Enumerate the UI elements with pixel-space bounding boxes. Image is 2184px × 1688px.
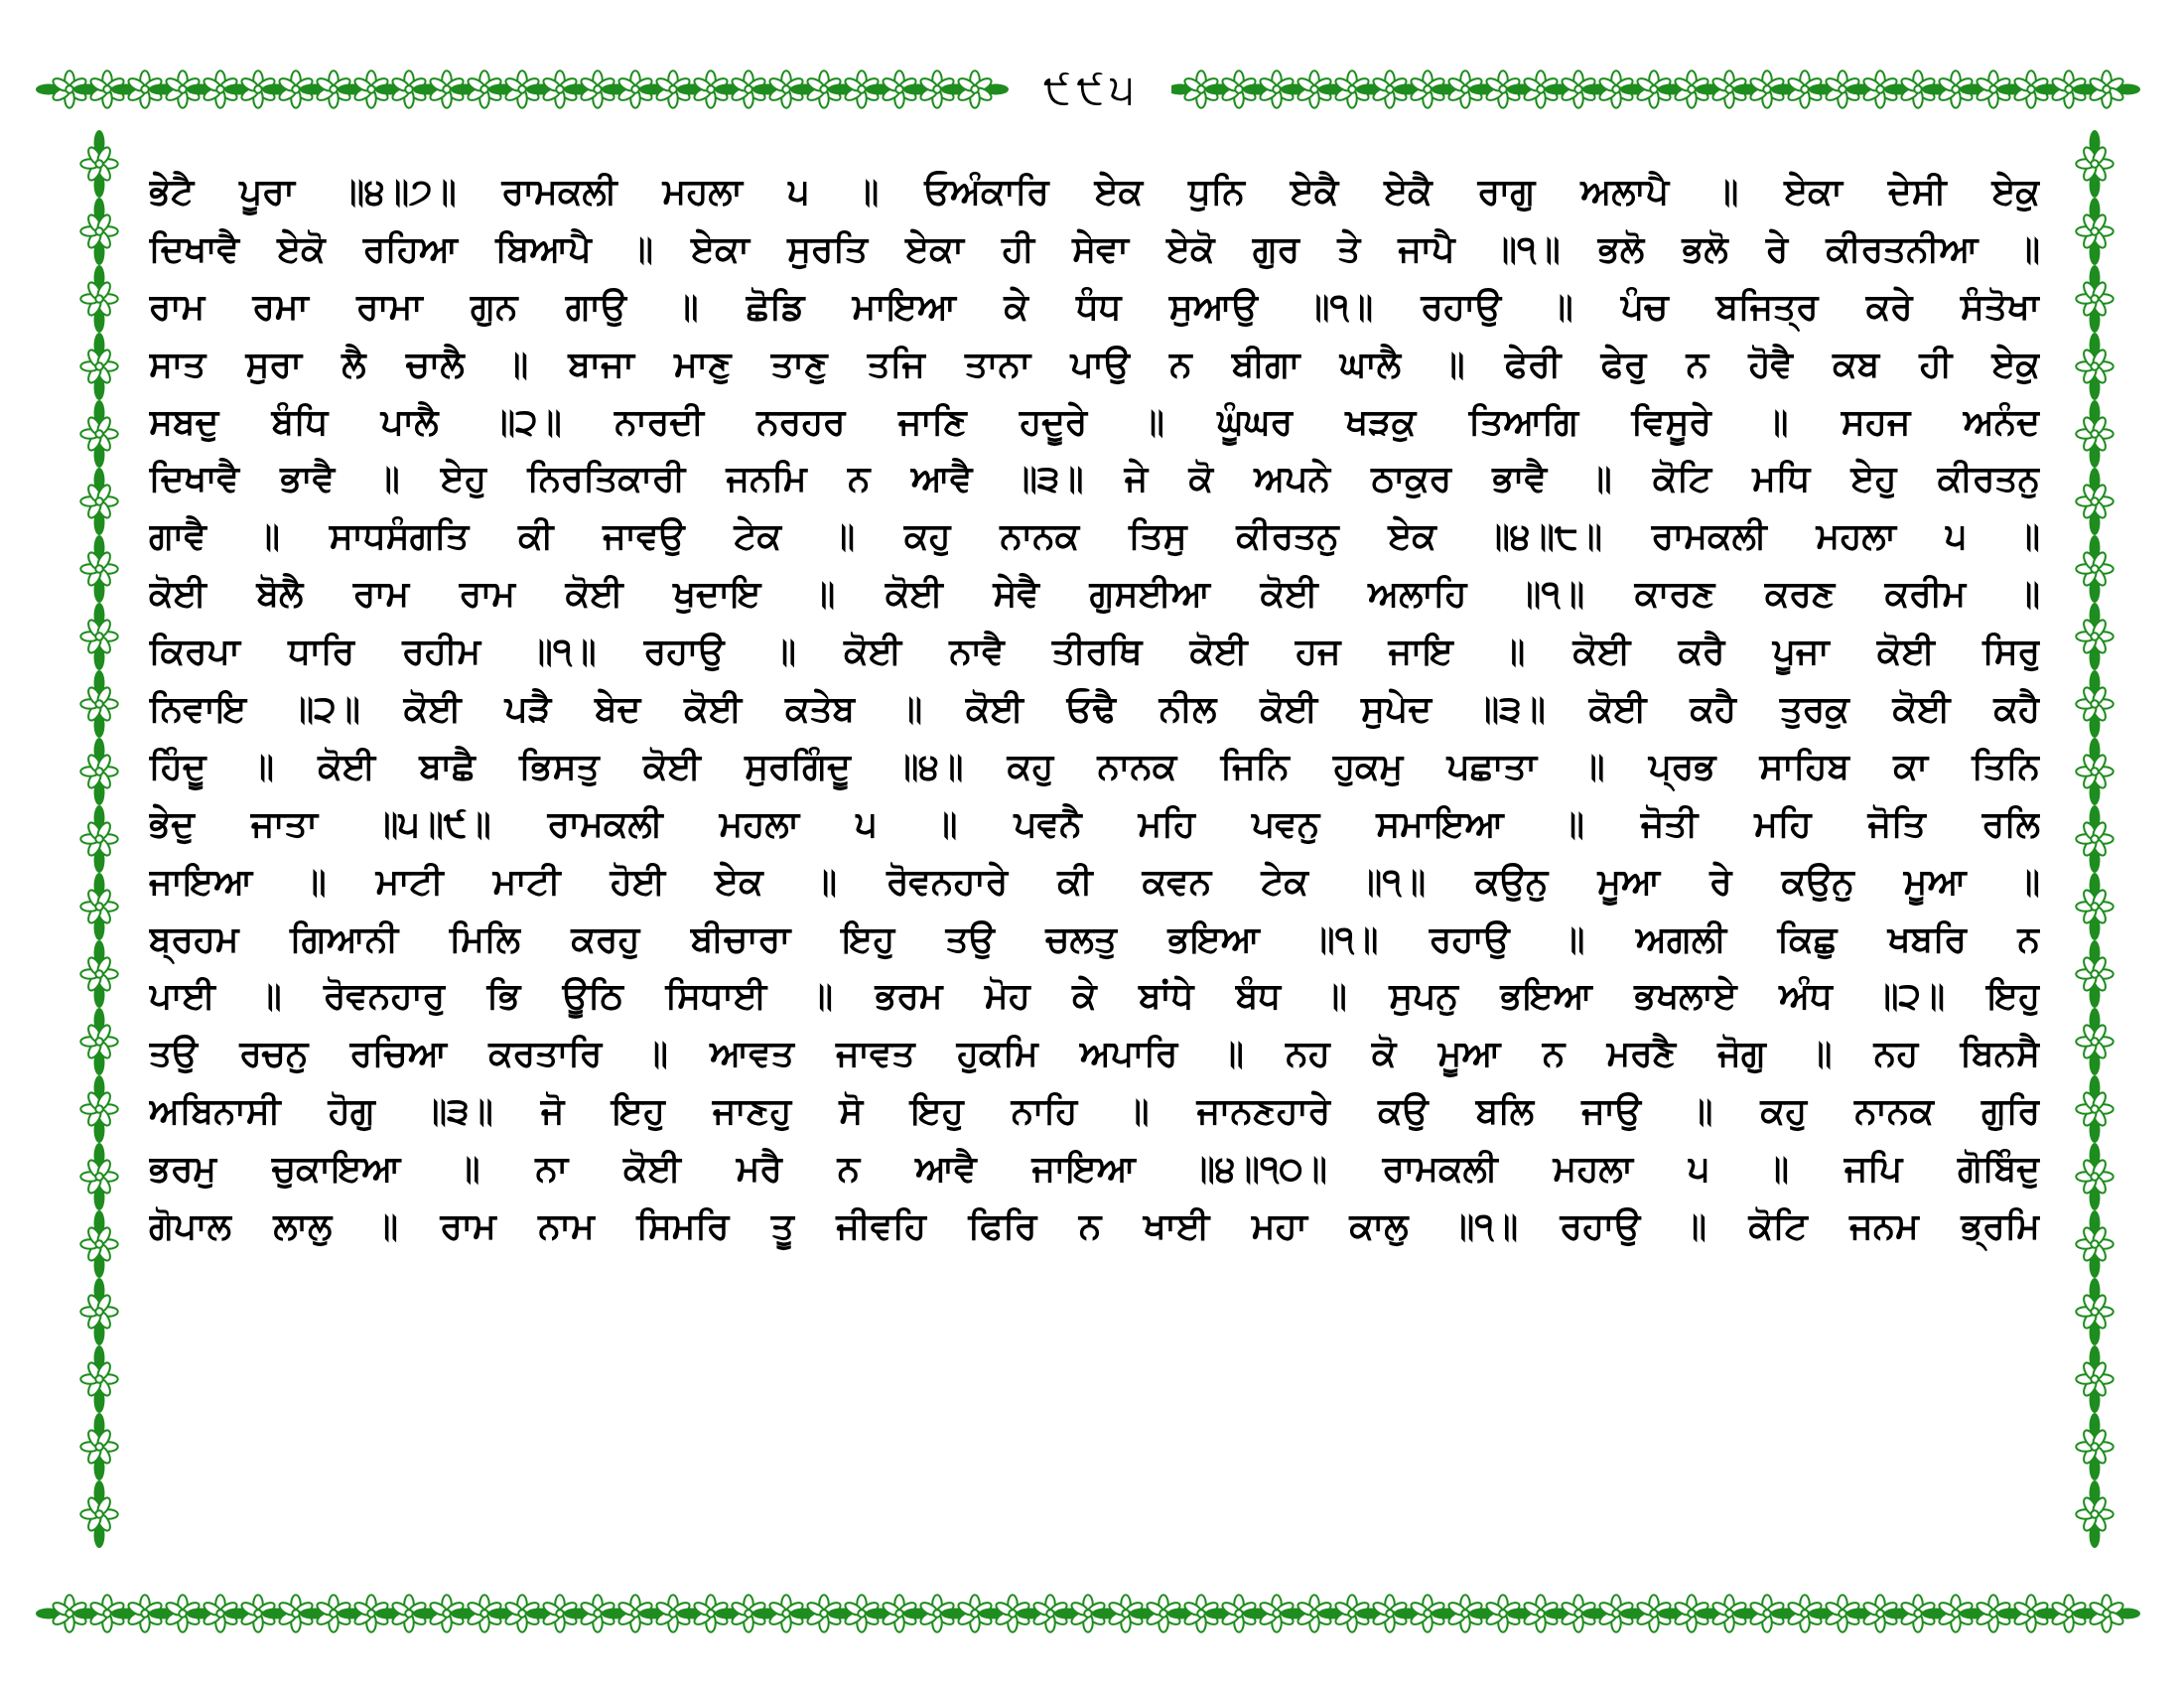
text-line: ਦਿਖਾਵੈ ਭਾਵੈ ॥ ਏਹੁ ਨਿਰਤਿਕਾਰੀ ਜਨਮਿ ਨ ਆਵੈ ॥੩॥ ਜੇ ਕੋ ਅਪਨੇ ਠਾਕੁਰ ਭਾਵੈ ॥ ਕੋਟਿ ਮਧਿ ਏਹੁ ਕੀਰਤਨੁ (149, 459, 2040, 500)
text-line: ਤਉ ਰਚਨੁ ਰਚਿਆ ਕਰਤਾਰਿ ॥ ਆਵਤ ਜਾਵਤ ਹੁਕਮਿ ਅਪਾਰਿ ॥ ਨਹ ਕੋ ਮੂਆ ਨ ਮਰਣੈ ਜੋਗੁ ॥ ਨਹ ਬਿਨਸੈ (149, 1034, 2040, 1075)
text-line: ਕਿਰਪਾ ਧਾਰਿ ਰਹੀਮ ॥੧॥ ਰਹਾਉ ॥ ਕੋਈ ਨਾਵੈ ਤੀਰਥਿ ਕੋਈ ਹਜ ਜਾਇ ॥ ਕੋਈ ਕਰੈ ਪੂਜਾ ਕੋਈ ਸਿਰੁ (149, 632, 2040, 673)
text-line: ਗੋਪਾਲ ਲਾਲੁ ॥ ਰਾਮ ਨਾਮ ਸਿਮਰਿ ਤੂ ਜੀਵਹਿ ਫਿਰਿ ਨ ਖਾਈ ਮਹਾ ਕਾਲੁ ॥੧॥ ਰਹਾਉ ॥ ਕੋਟਿ ਜਨਮ ਭ੍ਰਮਿ (149, 1206, 2040, 1248)
border-flower-icon (2076, 940, 2113, 1008)
border-flower-icon (2076, 670, 2113, 738)
text-line: ਅਬਿਨਾਸੀ ਹੋਗੁ ॥੩॥ ਜੋ ਇਹੁ ਜਾਣਹੁ ਸੋ ਇਹੁ ਨਾਹਿ ॥ ਜਾਨਣਹਾਰੇ ਕਉ ਬਲਿ ਜਾਉ ॥ ਕਹੁ ਨਾਨਕ ਗੁਰਿ (149, 1091, 2040, 1133)
page-number: ੯੯੫ (1043, 65, 1141, 113)
border-flower-icon (2076, 1278, 2113, 1345)
border-flower-icon (941, 70, 1009, 107)
text-line: ਨਿਵਾਇ ॥੨॥ ਕੋਈ ਪੜੈ ਬੇਦ ਕੋਈ ਕਤੇਬ ॥ ਕੋਈ ਓਢੈ ਨੀਲ ਕੋਈ ਸੁਪੇਦ ॥੩॥ ਕੋਈ ਕਹੈ ਤੁਰਕੁ ਕੋਈ ਕਹੈ (149, 689, 2040, 731)
border-flower-icon (2076, 873, 2113, 940)
text-line: ਸਾਤ ਸੁਰਾ ਲੈ ਚਾਲੈ ॥ ਬਾਜਾ ਮਾਣੁ ਤਾਣੁ ਤਜਿ ਤਾਨਾ ਪਾਉ ਨ ਬੀਗਾ ਘਾਲੈ ॥ ਫੇਰੀ ਫੇਰੁ ਨ ਹੋਵੈ ਕਬ ਹੀ ਏਕੁ (149, 344, 2040, 385)
border-flower-icon (80, 738, 117, 805)
border-flower-icon (2076, 738, 2113, 805)
border-flower-icon (2076, 1008, 2113, 1075)
border-flower-icon (2076, 265, 2113, 333)
border-flower-icon (80, 1345, 117, 1413)
border-flower-icon (2076, 333, 2113, 400)
text-line: ਭੇਦੁ ਜਾਤਾ ॥੫॥੯॥ ਰਾਮਕਲੀ ਮਹਲਾ ੫ ॥ ਪਵਨੈ ਮਹਿ ਪਵਨੁ ਸਮਾਇਆ ॥ ਜੋਤੀ ਮਹਿ ਜੋਤਿ ਰਲਿ (149, 803, 2040, 845)
border-flower-icon (2073, 70, 2140, 107)
border-flower-icon (80, 333, 117, 400)
border-flower-icon (80, 468, 117, 535)
border-flower-icon (2076, 1210, 2113, 1278)
text-line: ਬ੍ਰਹਮ ਗਿਆਨੀ ਮਿਲਿ ਕਰਹੁ ਬੀਚਾਰਾ ਇਹੁ ਤਉ ਚਲਤੁ ਭਇਆ ॥੧॥ ਰਹਾਉ ॥ ਅਗਲੀ ਕਿਛੁ ਖਬਰਿ ਨ (149, 918, 2040, 960)
border-flower-icon (80, 940, 117, 1008)
border-flower-icon (80, 1210, 117, 1278)
border-flower-icon (80, 265, 117, 333)
text-line: ਪਾਈ ॥ ਰੋਵਨਹਾਰੁ ਭਿ ਊਠਿ ਸਿਧਾਈ ॥ ਭਰਮ ਮੋਹ ਕੇ ਬਾਂਧੇ ਬੰਧ ॥ ਸੁਪਨੁ ਭਇਆ ਭਖਲਾਏ ਅੰਧ ॥੨॥ ਇਹੁ (149, 976, 2040, 1018)
text-line: ਜਾਇਆ ॥ ਮਾਟੀ ਮਾਟੀ ਹੋਈ ਏਕ ॥ ਰੋਵਨਹਾਰੇ ਕੀ ਕਵਨ ਟੇਕ ॥੧॥ ਕਉਨੁ ਮੂਆ ਰੇ ਕਉਨੁ ਮੂਆ ॥ (149, 861, 2040, 903)
text-line: ਦਿਖਾਵੈ ਏਕੋ ਰਹਿਆ ਬਿਆਪੈ ॥ ਏਕਾ ਸੁਰਤਿ ਏਕਾ ਹੀ ਸੇਵਾ ਏਕੋ ਗੁਰ ਤੇ ਜਾਪੈ ॥੧॥ ਭਲੋ ਭਲੋ ਰੇ ਕੀਰਤਨੀਆ ॥ (149, 228, 2040, 270)
border-flower-icon (2076, 1413, 2113, 1480)
border-flower-icon (80, 1480, 117, 1548)
border-flower-icon (80, 670, 117, 738)
border-flower-icon (80, 1075, 117, 1143)
border-flower-icon (80, 400, 117, 468)
border-flower-icon (80, 198, 117, 265)
text-line: ਰਾਮ ਰਮਾ ਰਾਮਾ ਗੁਨ ਗਾਉ ॥ ਛੋਡਿ ਮਾਇਆ ਕੇ ਧੰਧ ਸੁਆਉ ॥੧॥ ਰਹਾਉ ॥ ਪੰਚ ਬਜਿਤ੍ਰ ਕਰੇ ਸੰਤੋਖਾ (149, 286, 2040, 328)
border-flower-icon (2076, 1075, 2113, 1143)
text-line: ਭਰਮੁ ਚੁਕਾਇਆ ॥ ਨਾ ਕੋਈ ਮਰੈ ਨ ਆਵੈ ਜਾਇਆ ॥੪॥੧੦॥ ਰਾਮਕਲੀ ਮਹਲਾ ੫ ॥ ਜਪਿ ਗੋਬਿੰਦੁ (149, 1149, 2040, 1191)
gurbani-text-block (149, 164, 2040, 1544)
border-flower-icon (2076, 198, 2113, 265)
border-flower-icon (80, 805, 117, 873)
border-flower-icon (80, 1143, 117, 1210)
text-line: ਸਬਦੁ ਬੰਧਿ ਪਾਲੈ ॥੨॥ ਨਾਰਦੀ ਨਰਹਰ ਜਾਣਿ ਹਦੂਰੇ ॥ ਘੂੰਘਰ ਖੜਕੁ ਤਿਆਗਿ ਵਿਸੂਰੇ ॥ ਸਹਜ ਅਨੰਦ (149, 401, 2040, 443)
border-flower-icon (2076, 1143, 2113, 1210)
border-flower-icon (80, 535, 117, 603)
border-flower-icon (80, 873, 117, 940)
border-flower-icon (80, 130, 117, 198)
border-flower-icon (80, 1278, 117, 1345)
border-flower-icon (80, 1413, 117, 1480)
border-flower-icon (2076, 603, 2113, 670)
border-flower-icon (80, 1008, 117, 1075)
border-flower-icon (2076, 1480, 2113, 1548)
text-line: ਕੋਈ ਬੋਲੈ ਰਾਮ ਰਾਮ ਕੋਈ ਖੁਦਾਇ ॥ ਕੋਈ ਸੇਵੈ ਗੁਸਈਆ ਕੋਈ ਅਲਾਹਿ ॥੧॥ ਕਾਰਣ ਕਰਣ ਕਰੀਮ ॥ (149, 574, 2040, 616)
border-flower-icon (2076, 805, 2113, 873)
border-flower-icon (2076, 130, 2113, 198)
page-number-container (1013, 62, 1171, 117)
border-flower-icon (2076, 535, 2113, 603)
text-line: ਹਿੰਦੂ ॥ ਕੋਈ ਬਾਛੈ ਭਿਸਤੁ ਕੋਈ ਸੁਰਗਿੰਦੂ ॥੪॥ ਕਹੁ ਨਾਨਕ ਜਿਨਿ ਹੁਕਮੁ ਪਛਾਤਾ ॥ ਪ੍ਰਭ ਸਾਹਿਬ ਕਾ ਤਿਨਿ (149, 746, 2040, 787)
border-flower-icon (2076, 1345, 2113, 1413)
border-flower-icon (2073, 1595, 2140, 1631)
border-flower-icon (2076, 400, 2113, 468)
border-flower-icon (2076, 468, 2113, 535)
border-flower-icon (80, 603, 117, 670)
text-line: ਗਾਵੈ ॥ ਸਾਧਸੰਗਤਿ ਕੀ ਜਾਵਉ ਟੇਕ ॥ ਕਹੁ ਨਾਨਕ ਤਿਸੁ ਕੀਰਤਨੁ ਏਕ ॥੪॥੮॥ ਰਾਮਕਲੀ ਮਹਲਾ ੫ ॥ (149, 516, 2040, 558)
text-line: ਭੇਟੈ ਪੂਰਾ ॥੪॥੭॥ ਰਾਮਕਲੀ ਮਹਲਾ ੫ ॥ ਓਅੰਕਾਰਿ ਏਕ ਧੁਨਿ ਏਕੈ ਏਕੈ ਰਾਗੁ ਅਲਾਪੈ ॥ ਏਕਾ ਦੇਸੀ ਏਕੁ (149, 172, 2040, 212)
